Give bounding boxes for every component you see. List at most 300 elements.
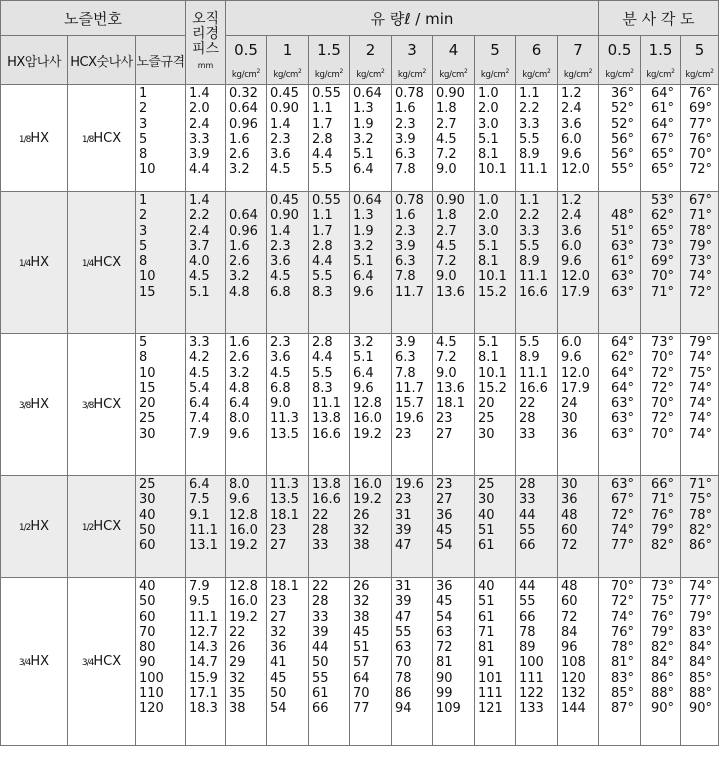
spray-angle-column xyxy=(599,334,641,476)
flow-rate-value: 15.2 xyxy=(478,284,507,300)
spray-angle-value: 70° xyxy=(650,269,675,285)
flow-rate-value: 121 xyxy=(478,701,503,717)
flow-rate-value: 38 xyxy=(353,538,370,554)
flow-rate-value: 66 xyxy=(519,609,536,625)
spray-angle-value: 63° xyxy=(610,396,635,412)
spray-angle-value: 90° xyxy=(688,701,713,717)
flow-rate-value: 9.6 xyxy=(561,254,582,270)
flow-rate-value: 2.2 xyxy=(519,208,540,224)
flow-rate-value: 2.4 xyxy=(561,208,582,224)
flow-rate-value: 84 xyxy=(561,624,578,640)
flow-rate-value: 8.9 xyxy=(519,350,540,366)
spray-angle-value: 52° xyxy=(610,116,635,132)
flow-rate-value: 8.1 xyxy=(478,254,499,270)
spray-angle-value: 81° xyxy=(610,655,635,671)
pressure-unit-superscript: 2 xyxy=(339,68,344,76)
spray-angle-column xyxy=(599,476,641,578)
flow-rate-value: 101 xyxy=(478,670,503,686)
pressure-unit-superscript: 2 xyxy=(588,68,593,76)
flow-rate-value: 96 xyxy=(561,640,578,656)
flow-rate-value: 60 xyxy=(561,594,578,610)
flow-rate-column xyxy=(392,334,433,476)
flow-rate-value: 2.3 xyxy=(395,223,416,239)
nozzle-spec-value: 25 xyxy=(139,477,156,492)
flow-rate-value: 32 xyxy=(353,594,370,610)
flow-rate-value: 30 xyxy=(561,477,578,492)
flow-rate-value: 11.3 xyxy=(270,477,299,492)
nozzle-spec-value: 60 xyxy=(139,609,156,625)
flow-rate-value: 10.1 xyxy=(478,365,507,381)
nozzle-number-header: 노즐번호 xyxy=(1,1,186,36)
flow-rate-value: 28 xyxy=(519,477,536,492)
flow-rate-value: 45 xyxy=(270,670,287,686)
spray-angle-value: 52° xyxy=(610,101,635,117)
pressure-unit-label xyxy=(433,64,475,85)
orifice-diameter-value: 4.2 xyxy=(189,350,210,366)
flow-rate-value: 20 xyxy=(478,396,495,412)
flow-rate-value: 9.6 xyxy=(229,426,250,442)
spray-angle-value: 64° xyxy=(650,116,675,132)
flow-rate-value: 50 xyxy=(270,686,287,702)
spray-angle-value: 88° xyxy=(650,686,675,702)
pressure-unit-label xyxy=(558,64,599,85)
hcx-thread-cell xyxy=(68,85,136,192)
flow-rate-column xyxy=(309,578,350,746)
flow-rate-value: 9.6 xyxy=(561,147,582,163)
orifice-diameter-value: 1.4 xyxy=(189,193,210,208)
hcx-thread-cell xyxy=(68,476,136,578)
flow-rate-column xyxy=(433,476,475,578)
flow-rate-value: 33 xyxy=(519,492,536,508)
pressure-unit-label xyxy=(309,64,350,85)
flow-rate-value: 2.7 xyxy=(436,223,457,239)
flow-rate-value: 86 xyxy=(395,686,412,702)
nozzle-spec-value: 5 xyxy=(139,131,148,147)
flow-rate-column xyxy=(267,85,309,192)
spray-angle-value: 72° xyxy=(650,365,675,381)
flow-rate-value: 8.0 xyxy=(229,477,250,492)
flow-rate-value: 1.9 xyxy=(353,116,374,132)
flow-rate-value: 120 xyxy=(561,670,586,686)
spray-angle-column xyxy=(641,192,681,334)
flow-rate-column xyxy=(226,476,267,578)
flow-rate-value: 55 xyxy=(395,624,412,640)
flow-rate-value: 54 xyxy=(436,538,453,554)
thread-size-fraction: 1/2 xyxy=(18,523,31,533)
spray-angle-value: 79° xyxy=(688,609,713,625)
spray-angle-column xyxy=(641,578,681,746)
orifice-diameter-value: 4.4 xyxy=(189,162,210,178)
flow-rate-value: 72 xyxy=(561,609,578,625)
nozzle-spec-column xyxy=(136,578,186,746)
orifice-diameter-value: 3.7 xyxy=(189,238,210,254)
orifice-diameter-value: 13.1 xyxy=(189,538,218,554)
flow-rate-value: 8.1 xyxy=(478,147,499,163)
flow-rate-value: 3.9 xyxy=(395,131,416,147)
spray-angle-value: 65° xyxy=(650,223,675,239)
flow-rate-value: 22 xyxy=(519,396,536,412)
nozzle-spec-value: 60 xyxy=(139,538,156,554)
flow-rate-value: 25 xyxy=(478,477,495,492)
spray-angle-value: 79° xyxy=(688,335,713,350)
orifice-header-line-2: 리경 xyxy=(191,26,220,42)
spray-angle-value: 82° xyxy=(688,522,713,538)
flow-rate-value: 16.6 xyxy=(312,492,341,508)
flow-rate-value: 13.6 xyxy=(436,380,465,396)
spray-angle-value: 88° xyxy=(688,686,713,702)
spray-angle-value: 65° xyxy=(650,162,675,178)
orifice-header-line-1: 오직 xyxy=(191,11,220,27)
spray-angle-value: 72° xyxy=(610,594,635,610)
flow-rate-value: 11.1 xyxy=(519,365,548,381)
flow-rate-column xyxy=(226,334,267,476)
flow-rate-value: 0.90 xyxy=(436,86,465,101)
flow-rate-value: 9.6 xyxy=(561,350,582,366)
spray-angle-column xyxy=(599,578,641,746)
spray-angle-value: 72° xyxy=(650,380,675,396)
flow-rate-value: 1.1 xyxy=(519,86,540,101)
hcx-label: HCX xyxy=(93,519,122,534)
flow-rate-column xyxy=(350,476,392,578)
flow-rate-value: 0.96 xyxy=(229,116,258,132)
flow-rate-value: 4.5 xyxy=(270,269,291,285)
flow-rate-value: 3.3 xyxy=(519,116,540,132)
flow-rate-value: 36 xyxy=(270,640,287,656)
spray-angle-value: 79° xyxy=(650,522,675,538)
thread-size-fraction: 3/8 xyxy=(81,401,94,411)
thread-size-fraction: 3/8 xyxy=(18,401,31,411)
pressure-unit-superscript: 2 xyxy=(464,68,468,76)
pressure-unit-label xyxy=(599,64,641,85)
flow-rate-value: 4.4 xyxy=(312,147,333,163)
flow-rate-value: 0.78 xyxy=(395,86,424,101)
spray-angle-value: 76° xyxy=(688,86,713,101)
flow-rate-value: 3.6 xyxy=(270,350,291,366)
nozzle-spec-column xyxy=(136,192,186,334)
flow-rate-value: 36 xyxy=(436,579,453,594)
spray-angle-value: 69° xyxy=(688,101,713,117)
spray-angle-value: 90° xyxy=(650,701,675,717)
flow-rate-value: 8.3 xyxy=(312,284,333,300)
flow-rate-value: 7.2 xyxy=(436,350,457,366)
flow-rate-column xyxy=(475,578,516,746)
flow-rate-value: 6.4 xyxy=(353,365,374,381)
orifice-diameter-value: 6.4 xyxy=(189,396,210,412)
flow-rate-value: 0.55 xyxy=(312,193,341,208)
flow-rate-value: 2.8 xyxy=(312,335,333,350)
flow-rate-value: 4.5 xyxy=(270,162,291,178)
hcx-thread-header: HCX숫나사 xyxy=(68,36,136,85)
flow-rate-value: 1.4 xyxy=(270,116,291,132)
pressure-unit-label xyxy=(226,64,267,85)
spray-angle-value: 70° xyxy=(650,396,675,412)
flow-rate-value: 64 xyxy=(353,670,370,686)
spray-angle-value: 56° xyxy=(610,147,635,163)
flow-rate-value: 38 xyxy=(229,701,246,717)
flow-rate-value: 8.9 xyxy=(519,254,540,270)
flow-rate-value: 1.6 xyxy=(229,238,250,254)
flow-rate-value: 57 xyxy=(353,655,370,671)
flow-rate-value: 4.4 xyxy=(312,254,333,270)
flow-rate-value: 0.90 xyxy=(436,193,465,208)
pressure-unit-label xyxy=(681,64,719,85)
flow-rate-value: 3.2 xyxy=(353,335,374,350)
flow-rate-value: 31 xyxy=(395,507,412,523)
orifice-diameter-value: 9.1 xyxy=(189,507,210,523)
flow-rate-value: 5.5 xyxy=(312,162,333,178)
spray-angle-value: 72° xyxy=(688,284,713,300)
pressure-unit-superscript: 2 xyxy=(505,68,510,76)
nozzle-spec-value: 70 xyxy=(139,624,156,640)
flow-rate-value: 4.5 xyxy=(436,238,457,254)
orifice-diameter-value: 15.9 xyxy=(189,670,218,686)
spray-angle-value: 61° xyxy=(610,254,635,270)
flow-rate-value: 3.2 xyxy=(229,162,250,178)
flow-rate-value: 5.5 xyxy=(312,365,333,381)
flow-rate-value: 89 xyxy=(519,640,536,656)
hx-label: HX xyxy=(30,654,50,669)
hx-label: HX xyxy=(30,397,50,412)
flow-rate-value: 132 xyxy=(561,686,586,702)
flow-rate-value: 55 xyxy=(312,670,329,686)
flow-rate-value: 23 xyxy=(395,492,412,508)
flow-rate-value: 6.3 xyxy=(395,350,416,366)
flow-rate-column xyxy=(226,578,267,746)
flow-rate-value: 8.9 xyxy=(519,147,540,163)
flow-rate-column xyxy=(392,192,433,334)
pressure-unit-superscript: 2 xyxy=(671,68,675,76)
flow-rate-column xyxy=(516,85,558,192)
flow-rate-value: 11.3 xyxy=(270,411,299,427)
flow-rate-value: 54 xyxy=(436,609,453,625)
spray-angle-value: 64° xyxy=(610,335,635,350)
flow-rate-value: 0.64 xyxy=(353,193,382,208)
flow-rate-value: 3.6 xyxy=(270,254,291,270)
flow-rate-value: 44 xyxy=(519,507,536,523)
spray-angle-value: 71° xyxy=(688,208,713,224)
flow-rate-value: 24 xyxy=(561,396,578,412)
spray-angle-value: 75° xyxy=(688,365,713,381)
nozzle-spec-value: 1 xyxy=(139,86,148,101)
pressure-unit-text: kg/cm xyxy=(563,69,589,80)
flow-rate-value: 3.0 xyxy=(478,116,499,132)
flow-rate-value: 3.0 xyxy=(478,223,499,239)
flow-rate-value: 19.6 xyxy=(395,411,424,427)
flow-rate-value: 3.6 xyxy=(270,147,291,163)
flow-rate-column xyxy=(558,192,599,334)
spray-angle-column xyxy=(641,476,681,578)
spray-angle-value: 74° xyxy=(688,380,713,396)
spray-angle-value: 82° xyxy=(650,640,675,656)
flow-rate-value: 1.6 xyxy=(229,131,250,147)
nozzle-group-row xyxy=(1,476,719,578)
flow-rate-value: 27 xyxy=(436,492,453,508)
spray-angle-value: 74° xyxy=(688,579,713,594)
pressure-unit-superscript: 2 xyxy=(298,68,302,76)
flow-rate-value: 5.1 xyxy=(353,254,374,270)
spray-angle-value: 64° xyxy=(650,86,675,101)
flow-rate-value: 12.8 xyxy=(229,507,258,523)
spray-angle-value: 51° xyxy=(610,223,635,239)
orifice-diameter-value: 2.2 xyxy=(189,208,210,224)
flow-rate-value: 16.0 xyxy=(353,411,382,427)
hx-thread-cell xyxy=(1,85,68,192)
flow-rate-value: 4.8 xyxy=(229,380,250,396)
flow-rate-value: 6.4 xyxy=(353,269,374,285)
flow-rate-value: 11.7 xyxy=(395,284,424,300)
flow-rate-value: 2.3 xyxy=(395,116,416,132)
pressure-unit-text: kg/cm xyxy=(480,69,506,80)
flow-rate-value: 35 xyxy=(229,686,246,702)
flow-rate-value: 33 xyxy=(519,426,536,442)
orifice-diameter-column xyxy=(186,476,226,578)
spray-angle-value: 73° xyxy=(688,254,713,270)
orifice-diameter-value: 3.3 xyxy=(189,131,210,147)
flow-rate-value: 111 xyxy=(478,686,503,702)
spray-angle-value: 73° xyxy=(650,335,675,350)
spray-angle-value: 36° xyxy=(610,86,635,101)
flow-rate-value: 32 xyxy=(270,624,287,640)
flow-rate-column xyxy=(226,85,267,192)
spray-angle-value: 73° xyxy=(650,579,675,594)
flow-rate-value: 66 xyxy=(312,701,329,717)
flow-rate-value: 44 xyxy=(312,640,329,656)
spray-angle-column xyxy=(681,476,719,578)
flow-rate-value: 1.6 xyxy=(229,335,250,350)
flow-rate-column xyxy=(433,192,475,334)
pressure-unit-text: kg/cm xyxy=(522,69,548,80)
flow-rate-value: 1.1 xyxy=(312,101,333,117)
hx-label: HX xyxy=(30,130,50,146)
spray-angle-column xyxy=(681,578,719,746)
spray-angle-value: 84° xyxy=(650,655,675,671)
orifice-diameter-value: 3.9 xyxy=(189,147,210,163)
flow-rate-value: 1.1 xyxy=(312,208,333,224)
flow-rate-value: 16.6 xyxy=(312,426,341,442)
flow-rate-value: 39 xyxy=(395,522,412,538)
flow-rate-value: 4.5 xyxy=(436,335,457,350)
spray-angle-value: 77° xyxy=(688,116,713,132)
flow-rate-value: 6.4 xyxy=(229,396,250,412)
flow-rate-value: 39 xyxy=(312,624,329,640)
orifice-diameter-column xyxy=(186,578,226,746)
flow-rate-value: 5.5 xyxy=(519,131,540,147)
flow-rate-value: 2.3 xyxy=(270,335,291,350)
pressure-unit-text: kg/cm xyxy=(314,69,340,80)
spray-angle-value: 63° xyxy=(610,269,635,285)
nozzle-spec-value: 40 xyxy=(139,579,156,594)
flow-rate-value: 36 xyxy=(561,492,578,508)
flow-rate-value: 2.6 xyxy=(229,350,250,366)
nozzle-spec-value: 2 xyxy=(139,208,148,224)
thread-size-fraction: 1/2 xyxy=(81,523,94,533)
nozzle-spec-value: 3 xyxy=(139,223,148,239)
flow-rate-value: 31 xyxy=(395,579,412,594)
flow-rate-value: 5.1 xyxy=(478,238,499,254)
flow-rate-value: 0.45 xyxy=(270,193,299,208)
pressure-unit-text: kg/cm xyxy=(356,69,382,80)
flow-rate-value: 0.64 xyxy=(229,208,258,224)
orifice-diameter-column xyxy=(186,85,226,192)
nozzle-spec-value: 25 xyxy=(139,411,156,427)
hx-thread-cell xyxy=(1,476,68,578)
flow-rate-value: 44 xyxy=(519,579,536,594)
flow-rate-value: 19.2 xyxy=(353,426,382,442)
spray-angle-value xyxy=(602,193,634,208)
spray-angle-value: 72° xyxy=(610,507,635,523)
orifice-diameter-value: 12.7 xyxy=(189,624,218,640)
flow-rate-value: 0.45 xyxy=(270,86,299,101)
flow-rate-value: 6.4 xyxy=(353,162,374,178)
pressure-unit-label xyxy=(350,64,392,85)
orifice-diameter-value: 2.4 xyxy=(189,116,210,132)
flow-rate-column xyxy=(309,334,350,476)
flow-rate-value: 55 xyxy=(519,594,536,610)
nozzle-spec-value: 20 xyxy=(139,396,156,412)
flow-rate-value: 70 xyxy=(353,686,370,702)
flow-rate-value: 2.8 xyxy=(312,131,333,147)
flow-rate-value: 47 xyxy=(395,609,412,625)
flow-rate-value: 63 xyxy=(395,640,412,656)
flow-rate-value: 18.1 xyxy=(270,579,299,594)
spray-angle-value: 63° xyxy=(610,411,635,427)
flow-rate-column xyxy=(392,578,433,746)
pressure-unit-label xyxy=(641,64,681,85)
flow-rate-column xyxy=(350,85,392,192)
flow-rate-value: 16.0 xyxy=(229,594,258,610)
flow-rate-value: 0.32 xyxy=(229,86,258,101)
spray-angle-value: 83° xyxy=(688,624,713,640)
flow-rate-value: 22 xyxy=(312,579,329,594)
flow-rate-value: 2.8 xyxy=(312,238,333,254)
flow-rate-column xyxy=(350,192,392,334)
orifice-diameter-value: 11.1 xyxy=(189,522,218,538)
flow-rate-value: 54 xyxy=(270,701,287,717)
flow-rate-value: 27 xyxy=(436,426,453,442)
nozzle-group-row xyxy=(1,85,719,192)
spray-angle-value: 74° xyxy=(688,350,713,366)
spray-angle-value: 76° xyxy=(650,507,675,523)
hx-label: HX xyxy=(30,519,50,534)
spray-angle-value: 63° xyxy=(610,238,635,254)
flow-rate-column xyxy=(267,334,309,476)
orifice-diameter-header xyxy=(186,1,226,85)
spray-angle-value: 72° xyxy=(650,411,675,427)
spray-angle-value: 74° xyxy=(688,411,713,427)
flow-rate-column xyxy=(350,578,392,746)
flow-rate-value: 9.6 xyxy=(229,492,250,508)
nozzle-spec-column xyxy=(136,85,186,192)
flow-rate-value: 13.5 xyxy=(270,492,299,508)
flow-rate-column xyxy=(516,192,558,334)
flow-rate-value: 1.9 xyxy=(353,223,374,239)
flow-rate-value: 25 xyxy=(478,411,495,427)
flow-rate-value: 30 xyxy=(478,492,495,508)
orifice-diameter-column xyxy=(186,192,226,334)
flow-rate-value: 28 xyxy=(312,522,329,538)
spray-angle-value: 84° xyxy=(688,655,713,671)
flow-rate-value: 19.6 xyxy=(395,477,424,492)
orifice-header-line-3: 피스 xyxy=(191,41,220,57)
spray-angle-value: 85° xyxy=(610,686,635,702)
flow-rate-value: 1.3 xyxy=(353,101,374,117)
flow-rate-column xyxy=(309,476,350,578)
flow-rate-value: 32 xyxy=(229,670,246,686)
spray-angle-value: 64° xyxy=(610,365,635,381)
flow-rate-column xyxy=(475,192,516,334)
flow-rate-value: 12.0 xyxy=(561,162,590,178)
flow-rate-value: 18.1 xyxy=(436,396,465,412)
